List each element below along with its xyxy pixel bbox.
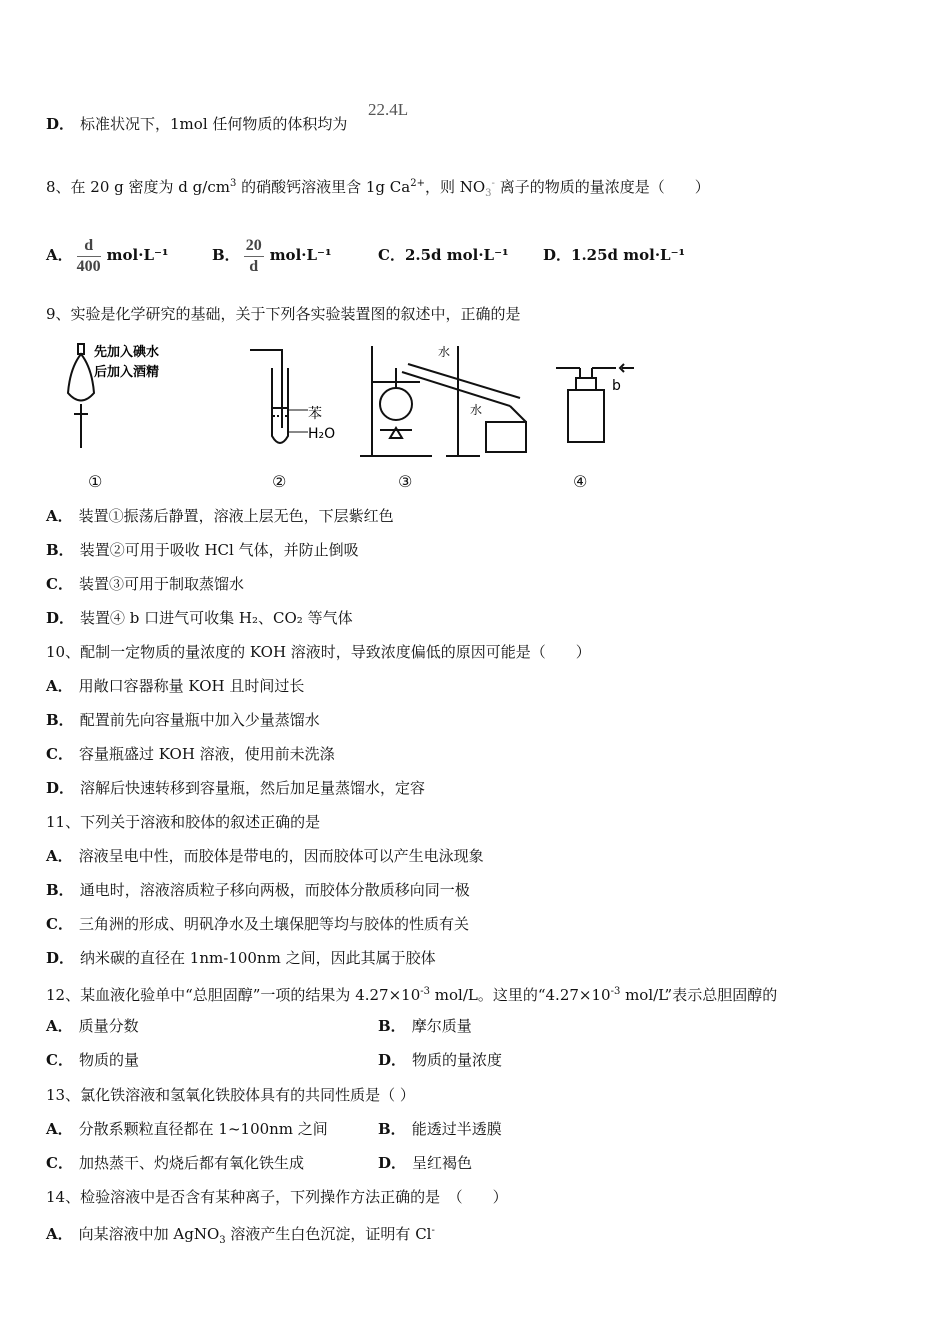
q12-stem-part: mol/L”表示总胆固醇的 — [620, 986, 778, 1004]
q11-stem: 11、下列关于溶液和胶体的叙述正确的是 — [46, 813, 321, 831]
bottle-label-b: b — [612, 378, 621, 394]
option-letter: D． — [46, 949, 75, 967]
q12-option-c — [46, 1050, 139, 1070]
option-text: 溶液产生白色沉淀，证明有 Cl — [225, 1225, 432, 1243]
q8-stem-part: 的硝酸钙溶液里含 1g Ca — [236, 178, 411, 196]
option-letter: D． — [46, 115, 75, 133]
funnel-label-1: 先加入碘水 — [94, 345, 160, 360]
option-letter: B． — [46, 711, 74, 729]
condenser-label-top: 水 — [438, 345, 451, 359]
q12-option-a — [46, 1016, 139, 1036]
option-text: 三角洲的形成、明矾净水及土壤保肥等均与胶体的性质有关 — [78, 915, 469, 933]
separatory-funnel-icon — [68, 344, 94, 448]
fraction — [77, 236, 101, 277]
option-text: 2.5d mol·L⁻¹ — [404, 246, 509, 264]
option-text: 分散系颗粒直径都在 1~100nm 之间 — [78, 1120, 328, 1138]
q14-option-a — [46, 1221, 435, 1251]
option-text: 向某溶液中加 AgNO — [78, 1225, 220, 1243]
q9-option-c — [46, 574, 244, 594]
q8-stem — [46, 174, 710, 204]
fraction-numerator: 20 — [244, 236, 264, 257]
q8-option-b — [212, 233, 332, 277]
option-letter: D． — [46, 609, 75, 627]
q10-option-d — [46, 778, 425, 798]
fraction-numerator: d — [77, 236, 101, 257]
option-text: 能透过半透膜 — [411, 1120, 502, 1138]
option-text: 纳米碳的直径在 1nm-100nm 之间，因此其属于胶体 — [80, 949, 436, 967]
option-text: 溶液呈电中性，而胶体是带电的，因而胶体可以产生电泳现象 — [78, 847, 484, 865]
q12-option-d — [378, 1050, 502, 1070]
option-letter: C． — [46, 745, 73, 763]
option-letter: D． — [543, 246, 572, 264]
option-letter: A． — [46, 1120, 73, 1138]
q7-option-d — [46, 114, 347, 134]
option-letter: A． — [46, 847, 73, 865]
option-letter: A． — [46, 677, 73, 695]
option-letter: A． — [46, 1225, 73, 1243]
q8-option-d — [543, 245, 685, 265]
figure-label-1: ① — [88, 472, 103, 491]
option-unit: mol·L⁻¹ — [106, 246, 169, 264]
option-letter: C． — [378, 246, 405, 264]
q9-apparatus-figure — [50, 338, 650, 468]
q8-sup: 3 — [229, 178, 237, 189]
option-text: 装置①振荡后静置，溶液上层无色，下层紫红色 — [78, 507, 394, 525]
q12-stem-part: 12、某血液化验单中“总胆固醇”一项的结果为 4.27×10 — [46, 986, 421, 1004]
q12-stem-part: mol/L。这里的“4.27×10 — [430, 986, 611, 1004]
figure-label-2: ② — [272, 472, 287, 491]
q13-option-a — [46, 1119, 328, 1139]
option-letter: A． — [46, 507, 73, 525]
option-text: 用敞口容器称量 KOH 且时间过长 — [78, 677, 305, 695]
option-sub: 3 — [219, 1235, 226, 1246]
q8-option-a — [46, 233, 168, 277]
option-letter: B． — [46, 541, 74, 559]
option-text: 装置②可用于吸收 HCl 气体，并防止倒吸 — [79, 541, 359, 559]
q9-option-a — [46, 506, 394, 526]
funnel-label-2: 后加入酒精 — [94, 365, 160, 380]
q13-option-c — [46, 1153, 304, 1173]
q8-option-c — [378, 245, 509, 265]
q10-option-b — [46, 710, 320, 730]
option-letter: C． — [46, 1051, 73, 1069]
q10-option-c — [46, 744, 335, 764]
option-text: 容量瓶盛过 KOH 溶液，使用前未洗涤 — [78, 745, 335, 763]
option-letter: D． — [378, 1154, 407, 1172]
q8-sub: 3 — [485, 188, 492, 199]
q8-stem-part: ，则 NO — [424, 178, 486, 196]
option-text: 加热蒸干、灼烧后都有氧化铁生成 — [78, 1154, 304, 1172]
q12-option-b — [378, 1016, 472, 1036]
q11-option-d — [46, 948, 436, 968]
fraction-denominator: d — [249, 257, 259, 275]
q12-stem — [46, 982, 777, 1005]
option-text: 摩尔质量 — [411, 1017, 472, 1035]
option-unit: mol·L⁻¹ — [269, 246, 332, 264]
q13-stem: 13、氯化铁溶液和氢氧化铁胶体具有的共同性质是（ ） — [46, 1086, 415, 1104]
q8-stem-part: 离子的物质的量浓度是（ ） — [494, 178, 710, 196]
figure-label-3: ③ — [398, 472, 413, 491]
tube-label-water: H₂O — [308, 426, 336, 442]
q13-option-b — [378, 1119, 502, 1139]
option-text: 1.25d mol·L⁻¹ — [571, 246, 686, 264]
q9-option-b — [46, 540, 359, 560]
option-letter: D． — [378, 1051, 407, 1069]
gas-bottle-icon — [556, 364, 634, 442]
condenser-label-bottom: 水 — [470, 403, 483, 417]
q8-sup: - — [491, 178, 495, 189]
option-letter: C． — [46, 575, 73, 593]
option-text: 配置前先向容量瓶中加入少量蒸馏水 — [79, 711, 320, 729]
distillation-apparatus-icon — [360, 346, 526, 456]
option-letter: B． — [46, 881, 74, 899]
q11-option-c — [46, 914, 469, 934]
option-letter: B． — [378, 1120, 406, 1138]
q13-option-d — [378, 1153, 472, 1173]
option-text: 物质的量浓度 — [412, 1051, 503, 1069]
fraction — [244, 236, 264, 277]
q7-value: 22.4L — [368, 100, 409, 119]
q8-sup: 2+ — [410, 178, 425, 189]
option-text: 装置③可用于制取蒸馏水 — [78, 575, 244, 593]
option-letter: C． — [46, 915, 73, 933]
test-tube-icon — [250, 350, 288, 443]
option-text: 质量分数 — [78, 1017, 139, 1035]
option-text: 溶解后快速转移到容量瓶，然后加足量蒸馏水，定容 — [80, 779, 426, 797]
tube-label-benzene: 苯 — [308, 406, 322, 422]
q12-sup: -3 — [420, 986, 430, 997]
option-sup: - — [431, 1225, 435, 1236]
q10-option-a — [46, 676, 304, 696]
option-text: 标准状况下，1mol 任何物质的体积均为 — [80, 115, 348, 133]
fraction-denominator: 400 — [76, 257, 101, 275]
option-letter: B． — [212, 246, 240, 264]
option-letter: A． — [46, 246, 73, 264]
figure-label-4: ④ — [573, 472, 588, 491]
option-text: 装置④ b 口进气可收集 H₂、CO₂ 等气体 — [80, 609, 353, 627]
q9-option-d — [46, 608, 353, 628]
option-text: 物质的量 — [78, 1051, 139, 1069]
q10-stem: 10、配制一定物质的量浓度的 KOH 溶液时，导致浓度偏低的原因可能是（ ） — [46, 643, 591, 661]
q9-stem: 9、实验是化学研究的基础，关于下列各实验装置图的叙述中，正确的是 — [46, 305, 521, 323]
option-text: 呈红褐色 — [412, 1154, 473, 1172]
q8-stem-part: 8、在 20 g 密度为 d g/cm — [46, 178, 230, 196]
option-letter: C． — [46, 1154, 73, 1172]
q14-stem: 14、检验溶液中是否含有某种离子，下列操作方法正确的是 （ ） — [46, 1188, 508, 1206]
option-text: 通电时，溶液溶质粒子移向两极，而胶体分散质移向同一极 — [79, 881, 470, 899]
q12-sup: -3 — [610, 986, 621, 997]
q11-option-a — [46, 846, 484, 866]
q11-option-b — [46, 880, 470, 900]
option-letter: D． — [46, 779, 75, 797]
option-letter: B． — [378, 1017, 406, 1035]
option-letter: A． — [46, 1017, 73, 1035]
